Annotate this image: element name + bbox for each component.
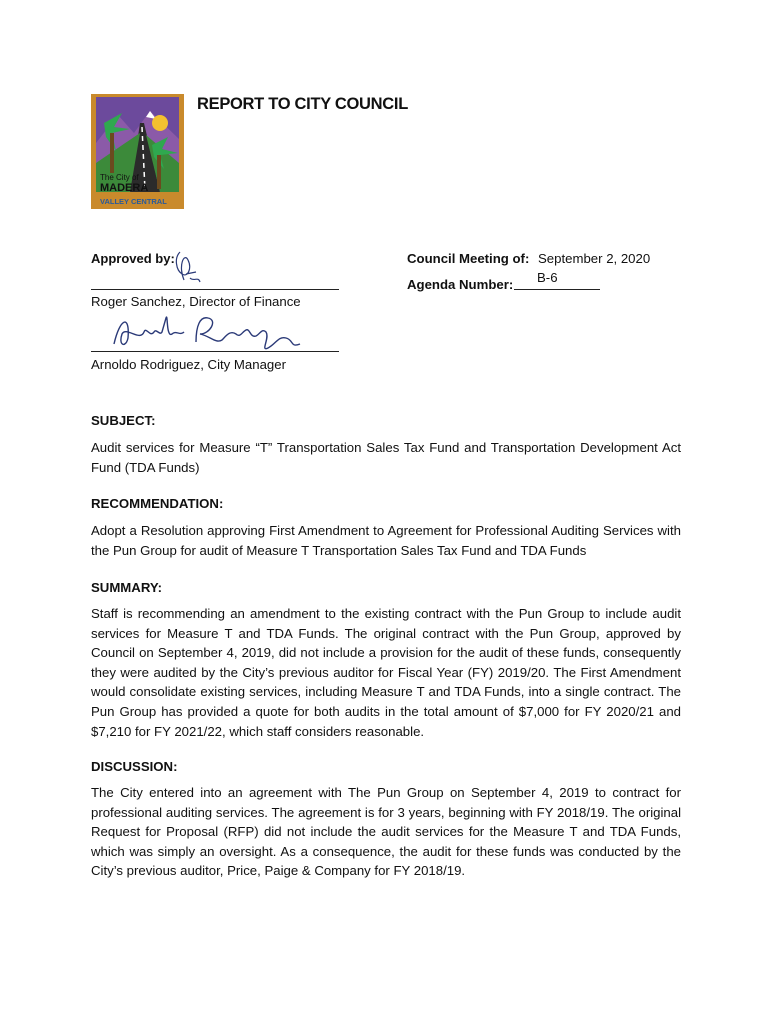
signer-city-manager: Arnoldo Rodriguez, City Manager bbox=[91, 357, 286, 372]
discussion-heading: DISCUSSION: bbox=[91, 759, 178, 774]
subject-heading: SUBJECT: bbox=[91, 413, 156, 428]
recommendation-heading: RECOMMENDATION: bbox=[91, 496, 224, 511]
summary-heading: SUMMARY: bbox=[91, 580, 163, 595]
agenda-number-line bbox=[514, 289, 600, 290]
discussion-text: The City entered into an agreement with The Pun Group on September 4, 2019 to contract for professional auditing services. The agreement is for 3 years, beginning with FY 2018/19. The original Request for Proposal (RFP) did not include the audit services for the Measure T and TDA Funds, which was simply an oversight. As a consequence, the audit for these funds was conducted by the City’s previous auditor, Price, Paige & Company for FY 2018/19. bbox=[91, 785, 681, 879]
svg-text:VALLEY CENTRAL: VALLEY CENTRAL bbox=[100, 197, 167, 206]
recommendation-text: Adopt a Resolution approving First Amendment to Agreement for Professional Auditing Services with the Pun Group for audit of Measure T Transportation Sales Tax Fund and TDA Funds bbox=[91, 523, 681, 558]
signature-roger-sanchez bbox=[170, 248, 204, 293]
signature-arnoldo-rodriguez bbox=[100, 308, 310, 363]
svg-text:MADERA: MADERA bbox=[100, 182, 149, 194]
agenda-number-value: B-6 bbox=[537, 270, 558, 285]
council-meeting-date: September 2, 2020 bbox=[538, 251, 651, 266]
report-title: REPORT TO CITY COUNCIL bbox=[197, 95, 408, 113]
approved-by-label: Approved by: bbox=[91, 251, 175, 266]
subject-text: Audit services for Measure “T” Transportation Sales Tax Fund and Transportation Development Act Fund (TDA Funds) bbox=[91, 440, 681, 475]
svg-text:The City of: The City of bbox=[100, 173, 139, 182]
agenda-number-row bbox=[407, 277, 518, 292]
city-of-madera-logo bbox=[90, 93, 185, 210]
council-meeting-row bbox=[407, 251, 650, 266]
signature-line-2 bbox=[91, 351, 339, 352]
signer-finance-director: Roger Sanchez, Director of Finance bbox=[91, 294, 301, 309]
signature-line-1 bbox=[91, 289, 339, 290]
summary-text: Staff is recommending an amendment to the existing contract with the Pun Group to include audit services for Measure T and TDA Funds. The original contract with the Pun Group, approved by Council on September 4, 2019, did not include a provision for the audit of these funds, consequently they were audited by the City’s previous auditor for Fiscal Year (FY) 2019/20. The First Amendment would consolidate existing services, including Measure T and TDA Funds, into a single contract. The Pun Group has provided a quote for both audits in the total amount of $7,000 for FY 2020/21 and $7,210 for FY 2021/22, which staff considers reasonable. bbox=[91, 606, 681, 739]
agenda-number-label: Agenda Number: bbox=[407, 277, 514, 292]
council-meeting-label: Council Meeting of: bbox=[407, 251, 530, 266]
